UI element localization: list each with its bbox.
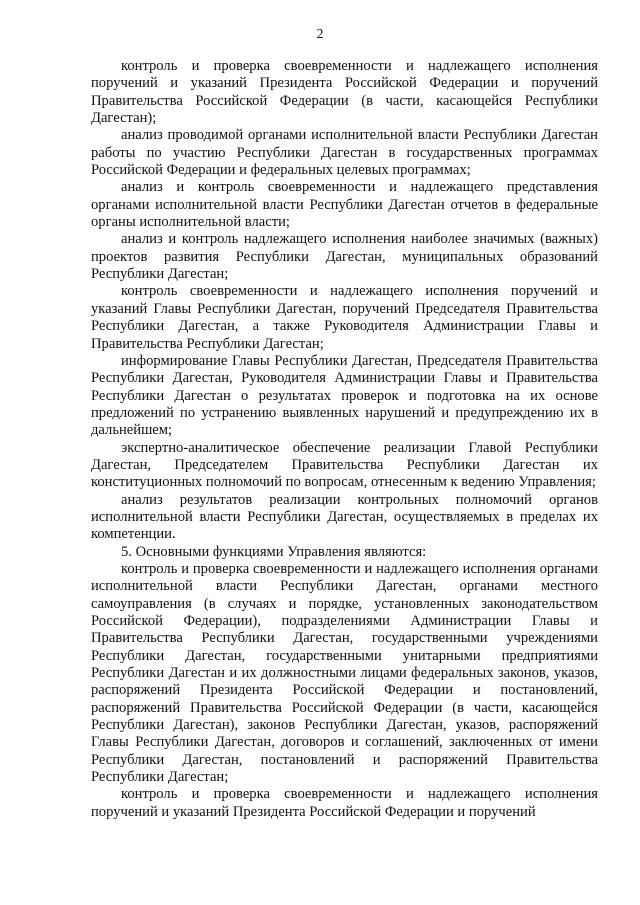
section-5-heading: 5. Основными функциями Управления являются:: [121, 543, 427, 560]
paragraph-7: экспертно-аналитическое обеспечение реализации Главой Республики Дагестан, Председателем Правительства Республики Дагестан их конституционных полномочий по вопросам, отнесенным к ведению Управления;: [91, 439, 598, 491]
paragraph-1: контроль и проверка своевременности и надлежащего исполнения поручений и указаний Президента Российской Федерации и поручений Правительства Российской Федерации (в части, касающейся Республики Дагестан);: [91, 58, 598, 127]
page-number: 2: [316, 27, 324, 42]
paragraph-10: контроль и проверка своевременности и надлежащего исполнения органами исполнительной власти Республики Дагестан, органами местного самоуправления (в случаях и порядке, установленных законодательством Российской Федерации), подразделениями Администрации Главы и Правительства Республики Дагестан, государственными учреждениями Республики Дагестан, государственными унитарными предприятиями Республики Дагестан и их должностными лицами федеральных законов, указов, распоряжений Президента Российской Федерации и постановлений, распоряжений Правительства Российской Федерации (в части, касающейся Республики Дагестан), законов Республики Дагестан, указов, распоряжений Главы Республики Дагестан, договоров и соглашений, заключенных от имени Республики Дагестан, постановлений и распоряжений Правительства Республики Дагестан;: [91, 560, 598, 786]
paragraph-4: анализ и контроль надлежащего исполнения наиболее значимых (важных) проектов развития Республики Дагестан, муниципальных образований Республики Дагестан;: [91, 231, 598, 283]
paragraph-8: анализ результатов реализации контрольных полномочий органов исполнительной власти Республики Дагестан, осуществляемых в пределах их компетенции.: [91, 491, 598, 543]
paragraph-11: контроль и проверка своевременности и надлежащего исполнения поручений и указаний Президента Российской Федерации и поручений: [91, 786, 598, 820]
document-body: [91, 58, 598, 821]
paragraph-5: контроль своевременности и надлежащего исполнения поручений и указаний Главы Республики Дагестан, поручений Председателя Правительства Республики Дагестан, а также Руководителя Администрации Главы и Правительства Республики Дагестан;: [91, 283, 598, 352]
paragraph-6: информирование Главы Республики Дагестан, Председателя Правительства Республики Дагестан, Руководителя Администрации Главы и Правительства Республики Дагестан о результатах проверок и подготовка на их основе предложений по устранению выявленных нарушений и предупреждению их в дальнейшем;: [91, 352, 598, 439]
paragraph-2: анализ проводимой органами исполнительной власти Республики Дагестан работы по участию Республики Дагестан в государственных программах Российской Федерации и федеральных целевых программах;: [91, 127, 598, 179]
paragraph-3: анализ и контроль своевременности и надлежащего представления органами исполнительной власти Республики Дагестан отчетов в федеральные органы исполнительной власти;: [91, 179, 598, 231]
